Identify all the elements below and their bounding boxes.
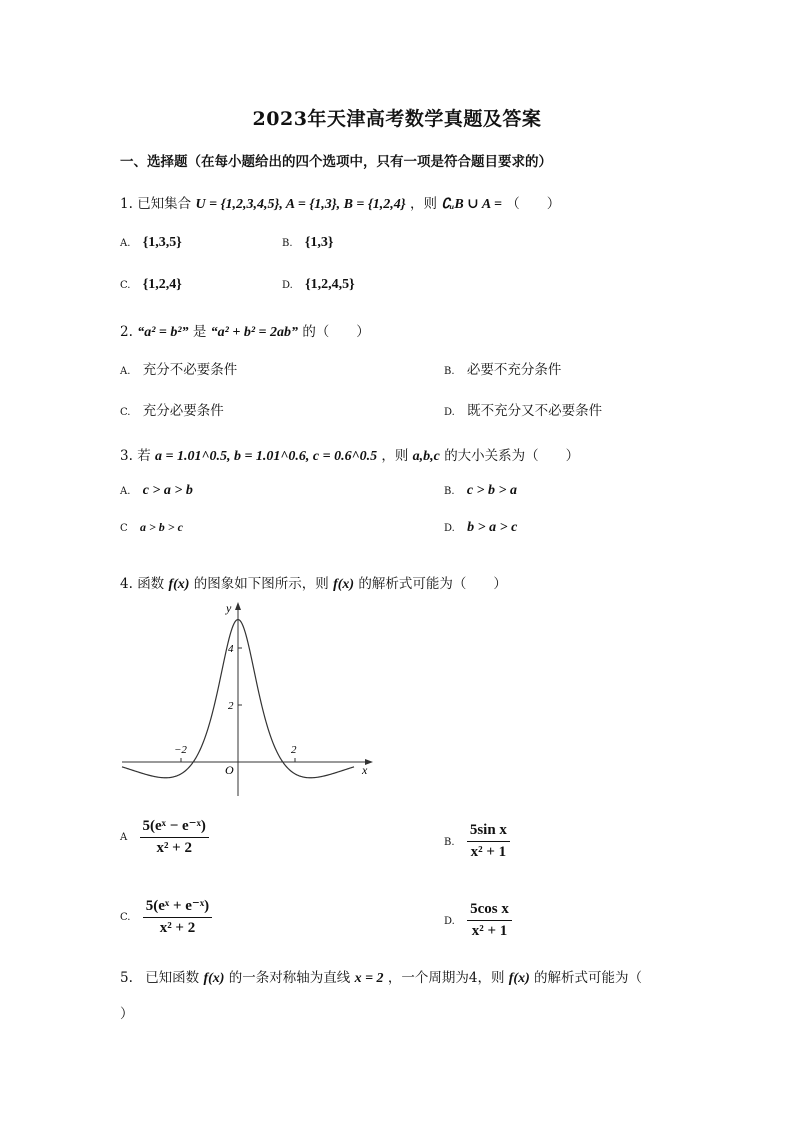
option-value: {1,3,5} [142, 235, 182, 250]
x-tick-label: 2 [291, 744, 297, 756]
q5-post: 的解析式可能为（ [534, 970, 643, 986]
option-value: {1,2,4,5} [305, 277, 355, 292]
y-axis-label: y [226, 601, 232, 615]
page-title: 2023年天津高考数学真题及答案 [252, 108, 542, 130]
option-label: D. [282, 280, 293, 291]
option-label: C. [120, 280, 131, 291]
option-label: A [120, 832, 128, 843]
option-label: A. [120, 486, 131, 497]
fraction-denominator: x² + 1 [471, 923, 508, 939]
y-tick-label: 2 [228, 700, 234, 712]
fraction-numerator: 5sin x [467, 822, 510, 842]
option-fraction [140, 816, 209, 857]
q4-option-c[interactable] [120, 896, 212, 937]
q3-option-c[interactable] [120, 519, 183, 535]
option-label: D. [444, 916, 455, 927]
option-value: a > b > c [139, 520, 183, 534]
q2-mid: 是 [192, 324, 207, 340]
option-fraction [143, 896, 212, 937]
y-axis-arrow-icon [235, 602, 241, 610]
q3-number: 3. [120, 448, 133, 464]
option-label: D. [444, 407, 455, 418]
q5-function: f(x) [508, 971, 530, 986]
q5-mid-1: 的一条对称轴为直线 [228, 970, 351, 986]
question-5 [120, 966, 642, 987]
option-label: B. [444, 837, 455, 848]
function-graph [118, 598, 380, 800]
fraction-denominator: x² + 2 [159, 920, 196, 936]
question-4 [120, 572, 507, 593]
q2-option-a[interactable] [120, 358, 237, 378]
fraction-numerator: 5cos x [467, 901, 512, 921]
option-label: C. [120, 912, 131, 923]
option-value: 必要不充分条件 [466, 362, 562, 378]
fraction-numerator: 5(eˣ − e⁻ˣ) [140, 816, 209, 838]
option-value: b > a > c [467, 520, 518, 535]
option-label: D. [444, 523, 455, 534]
origin-label: O [225, 763, 234, 777]
q1-prefix: 已知集合 [137, 196, 192, 212]
q4-option-a[interactable] [120, 816, 209, 857]
q4-function: f(x) [168, 577, 190, 592]
q1-mid: ，则 [409, 196, 437, 212]
q5-prefix: 已知函数 [145, 970, 200, 986]
q4-post: 的解析式可能为（ ） [358, 576, 507, 592]
q2-post: 的（ ） [302, 324, 370, 340]
q2-option-b[interactable] [444, 358, 561, 378]
option-label: C [120, 523, 128, 534]
option-label: B. [282, 238, 293, 249]
q5-mid-2: ，一个周期为4，则 [387, 970, 505, 986]
option-value: 既不充分又不必要条件 [467, 403, 603, 419]
option-label: B. [444, 366, 455, 377]
q4-option-b[interactable] [444, 822, 510, 861]
q2-option-c[interactable] [120, 399, 224, 419]
option-value: c > b > a [466, 483, 517, 498]
option-label: A. [120, 366, 131, 377]
q4-mid: 的图象如下图所示，则 [193, 576, 329, 592]
option-label: B. [444, 486, 455, 497]
q1-option-d[interactable] [282, 276, 355, 293]
q1-expression: ∁ᵤB ∪ A = [441, 197, 502, 212]
question-2 [120, 320, 370, 341]
q3-option-b[interactable] [444, 482, 517, 499]
q5-tail: ） [120, 1006, 134, 1022]
fraction-denominator: x² + 1 [470, 844, 507, 860]
q1-option-c[interactable] [120, 276, 182, 293]
q3-prefix: 若 [137, 448, 151, 464]
q5-function: f(x) [203, 971, 225, 986]
q4-function: f(x) [333, 577, 355, 592]
q5-line: x = 2 [354, 971, 384, 986]
q1-paren: （ ） [506, 196, 561, 212]
question-3 [120, 444, 579, 465]
q1-option-a[interactable] [120, 234, 182, 251]
option-label: A. [120, 238, 131, 249]
option-value: 充分不必要条件 [142, 362, 238, 378]
option-fraction [467, 901, 512, 940]
y-tick-label: 4 [228, 643, 234, 655]
q3-vars: a,b,c [412, 449, 440, 464]
q2-condition-1: “a² = b²” [137, 325, 189, 340]
option-value: {1,2,4} [142, 277, 182, 292]
option-label: C. [120, 407, 131, 418]
q3-mid: ，则 [381, 448, 409, 464]
option-value: c > a > b [142, 483, 193, 498]
question-1 [120, 192, 560, 213]
q5-number: 5. [120, 970, 133, 986]
q1-option-b[interactable] [282, 234, 333, 251]
section-heading: 一、选择题（在每小题给出的四个选项中，只有一项是符合题目要求的） [120, 154, 552, 170]
q1-number: 1. [120, 196, 133, 212]
q3-post: 的大小关系为（ ） [444, 448, 580, 464]
x-tick-label: −2 [174, 744, 187, 756]
q3-option-a[interactable] [120, 482, 193, 499]
q2-number: 2. [120, 324, 133, 340]
q1-sets: U = {1,2,3,4,5}, A = {1,3}, B = {1,2,4} [195, 197, 406, 212]
fraction-denominator: x² + 2 [156, 840, 192, 856]
q2-condition-2: “a² + b² = 2ab” [210, 325, 299, 340]
option-value: {1,3} [304, 235, 334, 250]
x-axis-label: x [362, 763, 368, 777]
q3-option-d[interactable] [444, 519, 517, 536]
q4-prefix: 函数 [137, 576, 165, 592]
option-fraction [467, 822, 510, 861]
option-value: 充分必要条件 [142, 403, 224, 419]
q2-option-d[interactable] [444, 399, 602, 419]
q4-number: 4. [120, 576, 133, 592]
fraction-numerator: 5(eˣ + e⁻ˣ) [143, 896, 212, 918]
q3-values: a = 1.01^0.5, b = 1.01^0.6, c = 0.6^0.5 [154, 449, 378, 464]
q4-option-d[interactable] [444, 901, 512, 940]
